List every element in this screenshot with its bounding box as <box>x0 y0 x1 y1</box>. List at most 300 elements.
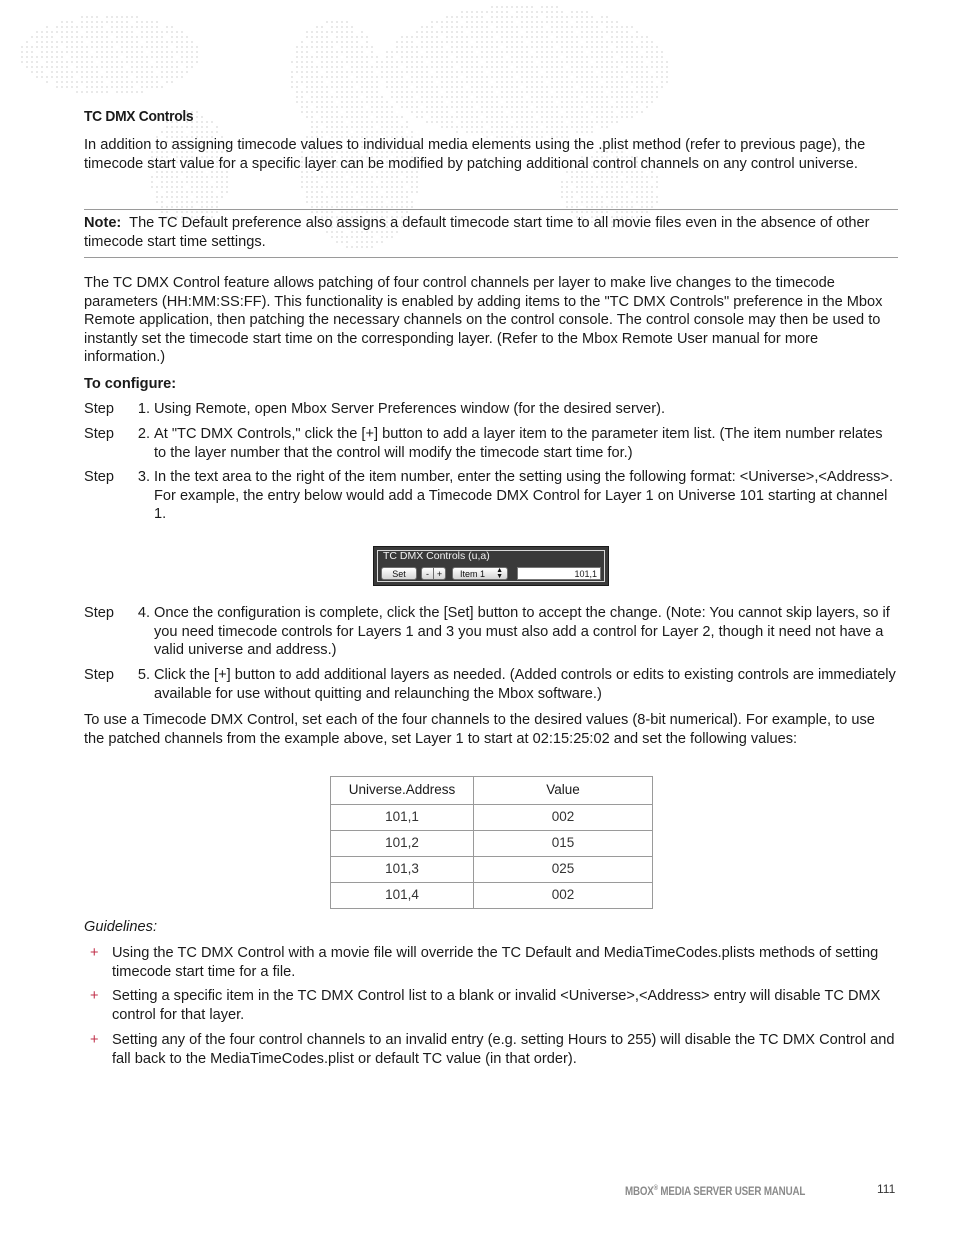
map-dot <box>81 41 83 43</box>
map-dot <box>586 186 588 188</box>
map-dot <box>501 76 503 78</box>
map-dot <box>336 76 338 78</box>
note-top-rule <box>84 209 898 210</box>
map-dot <box>506 86 508 88</box>
map-dot <box>636 81 638 83</box>
map-dot <box>356 56 358 58</box>
map-dot <box>511 46 513 48</box>
map-dot <box>396 61 398 63</box>
map-dot <box>636 86 638 88</box>
map-dot <box>556 51 558 53</box>
map-dot <box>361 81 363 83</box>
map-dot <box>431 36 433 38</box>
map-dot <box>311 206 313 208</box>
map-dot <box>341 206 343 208</box>
map-dot <box>346 131 348 133</box>
map-dot <box>561 21 563 23</box>
map-dot <box>561 11 563 13</box>
map-dot <box>511 61 513 63</box>
map-dot <box>291 71 293 73</box>
map-dot <box>126 71 128 73</box>
map-dot <box>366 126 368 128</box>
map-dot <box>416 86 418 88</box>
map-dot <box>541 81 543 83</box>
map-dot <box>561 96 563 98</box>
map-dot <box>571 16 573 18</box>
map-dot <box>361 91 363 93</box>
map-dot <box>446 66 448 68</box>
map-dot <box>326 21 328 23</box>
map-dot <box>601 181 603 183</box>
map-dot <box>616 96 618 98</box>
universe-address-field[interactable]: 101,1 <box>517 567 601 580</box>
map-dot <box>96 51 98 53</box>
map-dot <box>611 191 613 193</box>
map-dot <box>551 86 553 88</box>
map-dot <box>496 51 498 53</box>
map-dot <box>526 11 528 13</box>
map-dot <box>431 86 433 88</box>
map-dot <box>166 66 168 68</box>
map-dot <box>161 51 163 53</box>
map-dot <box>506 81 508 83</box>
map-dot <box>101 36 103 38</box>
map-dot <box>201 191 203 193</box>
map-dot <box>536 86 538 88</box>
map-dot <box>596 36 598 38</box>
map-dot <box>71 26 73 28</box>
map-dot <box>46 51 48 53</box>
map-dot <box>316 51 318 53</box>
map-dot <box>71 71 73 73</box>
map-dot <box>421 36 423 38</box>
map-dot <box>301 186 303 188</box>
map-dot <box>56 26 58 28</box>
map-dot <box>291 76 293 78</box>
map-dot <box>536 56 538 58</box>
map-dot <box>551 41 553 43</box>
map-dot <box>561 106 563 108</box>
step-number: 1. <box>137 401 150 417</box>
map-dot <box>161 61 163 63</box>
map-dot <box>391 201 393 203</box>
map-dot <box>491 116 493 118</box>
map-dot <box>536 36 538 38</box>
map-dot <box>396 191 398 193</box>
map-dot <box>476 121 478 123</box>
map-dot <box>66 26 68 28</box>
map-dot <box>586 201 588 203</box>
map-dot <box>86 36 88 38</box>
step-word: Step <box>84 605 115 621</box>
map-dot <box>311 186 313 188</box>
map-dot <box>46 61 48 63</box>
remove-item-button[interactable]: - <box>421 567 434 580</box>
map-dot <box>601 196 603 198</box>
map-dot <box>196 126 198 128</box>
map-dot <box>646 66 648 68</box>
map-dot <box>311 31 313 33</box>
map-dot <box>396 206 398 208</box>
map-dot <box>556 6 558 8</box>
map-dot <box>516 41 518 43</box>
map-dot <box>656 51 658 53</box>
map-dot <box>606 101 608 103</box>
map-dot <box>546 11 548 13</box>
map-dot <box>451 116 453 118</box>
map-dot <box>506 11 508 13</box>
map-dot <box>116 61 118 63</box>
map-dot <box>571 81 573 83</box>
map-dot <box>501 111 503 113</box>
map-dot <box>216 186 218 188</box>
map-dot <box>46 81 48 83</box>
map-dot <box>386 191 388 193</box>
map-dot <box>636 56 638 58</box>
map-dot <box>566 36 568 38</box>
map-dot <box>576 21 578 23</box>
map-dot <box>646 51 648 53</box>
map-dot <box>321 76 323 78</box>
map-dot <box>426 36 428 38</box>
map-dot <box>301 181 303 183</box>
map-dot <box>116 56 118 58</box>
map-dot <box>431 106 433 108</box>
map-dot <box>491 11 493 13</box>
map-dot <box>521 126 523 128</box>
map-dot <box>666 76 668 78</box>
plus-bullet-icon: + <box>90 1032 99 1048</box>
map-dot <box>581 121 583 123</box>
map-dot <box>386 51 388 53</box>
map-dot <box>586 16 588 18</box>
map-dot <box>86 61 88 63</box>
map-dot <box>506 51 508 53</box>
map-dot <box>321 51 323 53</box>
map-dot <box>76 56 78 58</box>
map-dot <box>151 81 153 83</box>
map-dot <box>321 101 323 103</box>
map-dot <box>466 76 468 78</box>
map-dot <box>411 191 413 193</box>
map-dot <box>21 56 23 58</box>
map-dot <box>46 56 48 58</box>
map-dot <box>491 126 493 128</box>
map-dot <box>406 181 408 183</box>
map-dot <box>526 106 528 108</box>
map-dot <box>651 206 653 208</box>
map-dot <box>116 91 118 93</box>
map-dot <box>596 211 598 213</box>
map-dot <box>31 51 33 53</box>
map-dot <box>511 116 513 118</box>
map-dot <box>336 181 338 183</box>
map-dot <box>331 81 333 83</box>
map-dot <box>316 36 318 38</box>
map-dot <box>456 36 458 38</box>
map-dot <box>126 81 128 83</box>
map-dot <box>341 81 343 83</box>
map-dot <box>646 101 648 103</box>
map-dot <box>601 41 603 43</box>
map-dot <box>416 61 418 63</box>
map-dot <box>176 196 178 198</box>
map-dot <box>376 101 378 103</box>
map-dot <box>601 111 603 113</box>
map-dot <box>66 86 68 88</box>
map-dot <box>321 26 323 28</box>
map-dot <box>321 211 323 213</box>
map-dot <box>126 16 128 18</box>
map-dot <box>161 71 163 73</box>
map-dot <box>411 71 413 73</box>
map-dot <box>101 86 103 88</box>
map-dot <box>631 56 633 58</box>
map-dot <box>161 76 163 78</box>
map-dot <box>346 86 348 88</box>
map-dot <box>446 31 448 33</box>
map-dot <box>406 41 408 43</box>
map-dot <box>551 21 553 23</box>
map-dot <box>591 181 593 183</box>
map-dot <box>461 26 463 28</box>
map-dot <box>61 21 63 23</box>
map-dot <box>371 211 373 213</box>
map-dot <box>136 56 138 58</box>
map-dot <box>531 11 533 13</box>
map-dot <box>336 191 338 193</box>
map-dot <box>221 191 223 193</box>
map-dot <box>166 176 168 178</box>
map-dot <box>521 71 523 73</box>
map-dot <box>486 66 488 68</box>
map-dot <box>201 181 203 183</box>
map-dot <box>541 66 543 68</box>
map-dot <box>96 81 98 83</box>
map-dot <box>521 111 523 113</box>
map-dot <box>536 51 538 53</box>
map-dot <box>586 176 588 178</box>
map-dot <box>421 56 423 58</box>
map-dot <box>416 71 418 73</box>
map-dot <box>371 96 373 98</box>
map-dot <box>641 201 643 203</box>
map-dot <box>626 176 628 178</box>
map-dot <box>106 46 108 48</box>
map-dot <box>331 76 333 78</box>
map-dot <box>511 51 513 53</box>
map-dot <box>201 186 203 188</box>
map-dot <box>646 36 648 38</box>
map-dot <box>636 211 638 213</box>
map-dot <box>501 86 503 88</box>
map-dot <box>161 36 163 38</box>
map-dot <box>96 36 98 38</box>
map-dot <box>611 96 613 98</box>
map-dot <box>561 51 563 53</box>
map-dot <box>486 76 488 78</box>
map-dot <box>501 56 503 58</box>
item-select[interactable] <box>452 567 508 580</box>
map-dot <box>611 51 613 53</box>
map-dot <box>376 196 378 198</box>
map-dot <box>391 176 393 178</box>
table-cell: 101,4 <box>331 883 474 909</box>
map-dot <box>571 66 573 68</box>
map-dot <box>471 91 473 93</box>
map-dot <box>126 46 128 48</box>
map-dot <box>641 46 643 48</box>
map-dot <box>496 106 498 108</box>
map-dot <box>476 116 478 118</box>
map-dot <box>646 41 648 43</box>
map-dot <box>461 11 463 13</box>
map-dot <box>351 71 353 73</box>
map-dot <box>361 111 363 113</box>
map-dot <box>301 56 303 58</box>
map-dot <box>461 46 463 48</box>
map-dot <box>136 71 138 73</box>
map-dot <box>366 211 368 213</box>
map-dot <box>616 116 618 118</box>
map-dot <box>86 71 88 73</box>
map-dot <box>531 46 533 48</box>
map-dot <box>596 106 598 108</box>
map-dot <box>156 36 158 38</box>
map-dot <box>341 116 343 118</box>
map-dot <box>321 191 323 193</box>
map-dot <box>606 86 608 88</box>
map-dot <box>101 81 103 83</box>
map-dot <box>496 66 498 68</box>
map-dot <box>536 21 538 23</box>
map-dot <box>376 176 378 178</box>
map-dot <box>431 21 433 23</box>
map-dot <box>471 121 473 123</box>
map-dot <box>191 56 193 58</box>
map-dot <box>51 66 53 68</box>
map-dot <box>336 66 338 68</box>
step-4 <box>84 604 898 660</box>
note-block <box>84 214 898 251</box>
map-dot <box>461 66 463 68</box>
map-dot <box>401 96 403 98</box>
map-dot <box>616 201 618 203</box>
map-dot <box>516 56 518 58</box>
map-dot <box>636 61 638 63</box>
map-dot <box>151 66 153 68</box>
map-dot <box>166 206 168 208</box>
map-dot <box>196 111 198 113</box>
map-dot <box>546 21 548 23</box>
map-dot <box>186 211 188 213</box>
map-dot <box>86 86 88 88</box>
map-dot <box>396 66 398 68</box>
map-dot <box>656 196 658 198</box>
map-dot <box>551 26 553 28</box>
map-dot <box>181 36 183 38</box>
map-dot <box>401 71 403 73</box>
map-dot <box>486 21 488 23</box>
map-dot <box>306 106 308 108</box>
map-dot <box>476 31 478 33</box>
map-dot <box>461 81 463 83</box>
map-dot <box>291 61 293 63</box>
map-dot <box>306 81 308 83</box>
map-dot <box>526 71 528 73</box>
map-dot <box>351 116 353 118</box>
map-dot <box>496 31 498 33</box>
map-dot <box>336 121 338 123</box>
map-dot <box>606 81 608 83</box>
map-dot <box>216 126 218 128</box>
map-dot <box>121 36 123 38</box>
map-dot <box>171 176 173 178</box>
map-dot <box>606 56 608 58</box>
map-dot <box>306 91 308 93</box>
map-dot <box>596 26 598 28</box>
map-dot <box>331 121 333 123</box>
page-number: 111 <box>877 1182 896 1196</box>
map-dot <box>451 126 453 128</box>
map-dot <box>476 101 478 103</box>
map-dot <box>166 31 168 33</box>
map-dot <box>441 26 443 28</box>
map-dot <box>556 131 558 133</box>
map-dot <box>636 111 638 113</box>
map-dot <box>361 196 363 198</box>
map-dot <box>566 51 568 53</box>
map-dot <box>36 76 38 78</box>
map-dot <box>491 111 493 113</box>
map-dot <box>346 96 348 98</box>
map-dot <box>386 116 388 118</box>
map-dot <box>161 31 163 33</box>
add-item-button[interactable]: + <box>433 567 446 580</box>
map-dot <box>501 21 503 23</box>
map-dot <box>61 76 63 78</box>
map-dot <box>166 56 168 58</box>
map-dot <box>466 56 468 58</box>
map-dot <box>96 16 98 18</box>
map-dot <box>96 76 98 78</box>
map-dot <box>346 181 348 183</box>
table-cell: 101,1 <box>331 805 474 831</box>
set-button[interactable]: Set <box>381 567 417 580</box>
map-dot <box>531 16 533 18</box>
map-dot <box>446 51 448 53</box>
map-dot <box>441 121 443 123</box>
map-dot <box>326 131 328 133</box>
map-dot <box>541 51 543 53</box>
map-dot <box>591 111 593 113</box>
map-dot <box>196 201 198 203</box>
map-dot <box>466 46 468 48</box>
map-dot <box>591 96 593 98</box>
map-dot <box>391 71 393 73</box>
map-dot <box>436 41 438 43</box>
map-dot <box>336 86 338 88</box>
map-dot <box>406 176 408 178</box>
map-dot <box>486 116 488 118</box>
map-dot <box>431 81 433 83</box>
map-dot <box>601 61 603 63</box>
map-dot <box>641 36 643 38</box>
map-dot <box>441 46 443 48</box>
table-cell: 101,2 <box>331 831 474 857</box>
map-dot <box>546 31 548 33</box>
map-dot <box>306 46 308 48</box>
